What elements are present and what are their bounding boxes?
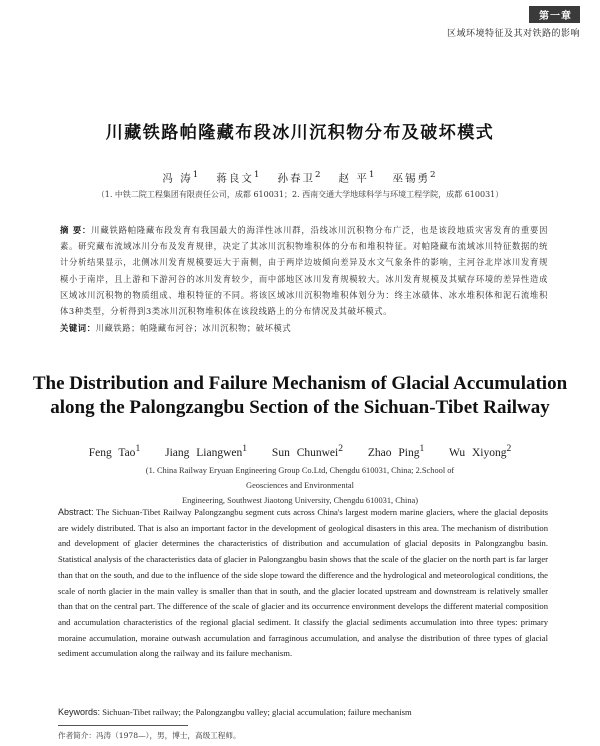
english-affiliation	[130, 463, 470, 508]
english-affiliation-line-1: (1. China Railway Eryuan Engineering Group Co.Ltd, Chengdu 610031, China; 2.School of Geosciences and Environmental	[145, 466, 455, 490]
author-name: 巫锡勇	[392, 172, 430, 185]
author-sup: 2	[429, 170, 438, 180]
author-sup: 1	[253, 170, 262, 180]
author-footnote: 作者简介：冯涛（1978—），男，博士，高级工程师。	[58, 731, 241, 740]
chinese-keywords	[60, 322, 548, 334]
english-title-line-1: The Distribution and Failure Mechanism of Glacial Accumulation	[32, 373, 568, 394]
author-sup: 1	[192, 170, 201, 180]
chinese-title: 川藏铁路帕隆藏布段冰川沉积物分布及破坏模式	[105, 123, 495, 143]
author-sup: 1	[135, 443, 141, 454]
author-sup: 1	[368, 170, 377, 180]
chinese-affiliation: （1. 中铁二院工程集团有限责任公司，成都 610031；2. 西南交通大学地球科学与环境工程学院，成都 610031）	[96, 190, 504, 199]
author-name: 蒋良文	[216, 172, 254, 185]
author-name: Zhao Ping	[367, 446, 420, 459]
english-keywords-label: Keywords:	[58, 707, 101, 717]
english-title-line-2: along the Palongzangbu Section of the Sichuan-Tibet Railway	[50, 397, 550, 418]
english-affiliation-line-2: Engineering, Southwest Jiaotong University, Chengdu 610031, China)	[181, 496, 419, 505]
english-authors	[0, 443, 600, 459]
english-title	[0, 372, 600, 420]
author-sup: 1	[419, 443, 425, 454]
chinese-abstract-text: 川藏铁路帕隆藏布段发育有我国最大的海洋性冰川群，沿线冰川沉积物分布广泛，也是该段地质灾害发育的重要因素。研究藏布流域冰川分布及发育规律，决定了其冰川沉积物堆积体的分布和堆积特征。对帕隆藏布流域冰川特征数据的统计分析结果显示，北侧冰川发育规模要远大于南侧，由于两岸边坡倾向差异及水文气象条件的影响，主河谷北岸冰川发育规模小于南岸，且上游和下游河谷的冰川发育较少，而中部地区冰川发育规模较大。冰川发育规模及其赋存环境的差异性造成区域冰川沉积物的物质组成、堆积特征的不同。将该区域冰川沉积物堆积体划分为：终主冰碛体、冰水堆积体和泥石流堆积体3种类型，分析得到3类冰川沉积物堆积体在该段线路上的分布情况及其破坏模式。	[60, 225, 548, 317]
english-abstract	[58, 505, 548, 662]
author-name: Wu Xiyong	[448, 446, 507, 459]
author-name: Jiang Liangwen	[165, 446, 243, 459]
author-sup: 2	[314, 170, 323, 180]
chinese-authors	[0, 170, 600, 186]
footnote-rule	[58, 725, 188, 726]
author-name: 孙春卫	[277, 172, 315, 185]
chapter-tag: 第一章	[529, 6, 580, 23]
author-name: Sun Chunwei	[271, 446, 339, 459]
author-name: 赵 平	[338, 172, 369, 185]
english-keywords-text: Sichuan-Tibet railway; the Palongzangbu valley; glacial accumulation; failure mechanism	[102, 707, 412, 717]
author-name: Feng Tao	[88, 446, 136, 459]
author-sup: 1	[242, 443, 248, 454]
chinese-abstract	[60, 222, 548, 319]
english-keywords	[58, 707, 548, 717]
chapter-subtitle: 区域环境特征及其对铁路的影响	[446, 29, 580, 39]
author-name: 冯 涛	[162, 172, 193, 185]
english-abstract-label: Abstract:	[58, 507, 94, 517]
author-sup: 2	[338, 443, 344, 454]
english-abstract-text: The Sichuan-Tibet Railway Palongzangbu segment cuts across China's largest modern marine glaciers, where the glacial deposits are widely distributed. That is also an important factor in the development of geological disasters in this area. The mechanism of distribution and development of glacier determines the characteristics of distribution and accumulation of glacial deposits in Palongzangbu basin. Statistical analysis of the characteristics data of glacier in Palongzangbu basin shows that the scale of the glacier on the north part is far larger than that on the south, and due to the influence of the side slope toward the difference and the hydrological and meteorological conditions, the scale of north glacier in the main valley is smaller than that in south, and the glacier located upstream and downstream is relatively smaller than that on the central part. The difference of the scale of glacier and its occurrence environment develops the different material composition and accumulation characteristics of the regional glacial sediment. It classify the glacial sediments accumulation into three types: primary moraine accumulation, moraine outwash accumulation and farraginous accumulation, and analyse the distribution of three types of glacial sediment accumulation along the railway and its failure mechanism.	[58, 507, 548, 659]
chinese-keywords-label: 关键词：	[60, 323, 96, 333]
author-sup: 2	[506, 443, 512, 454]
chinese-keywords-text: 川藏铁路；帕隆藏布河谷；冰川沉积物；破坏模式	[95, 323, 292, 333]
chinese-abstract-label: 摘 要：	[60, 225, 92, 235]
running-header	[447, 4, 580, 39]
